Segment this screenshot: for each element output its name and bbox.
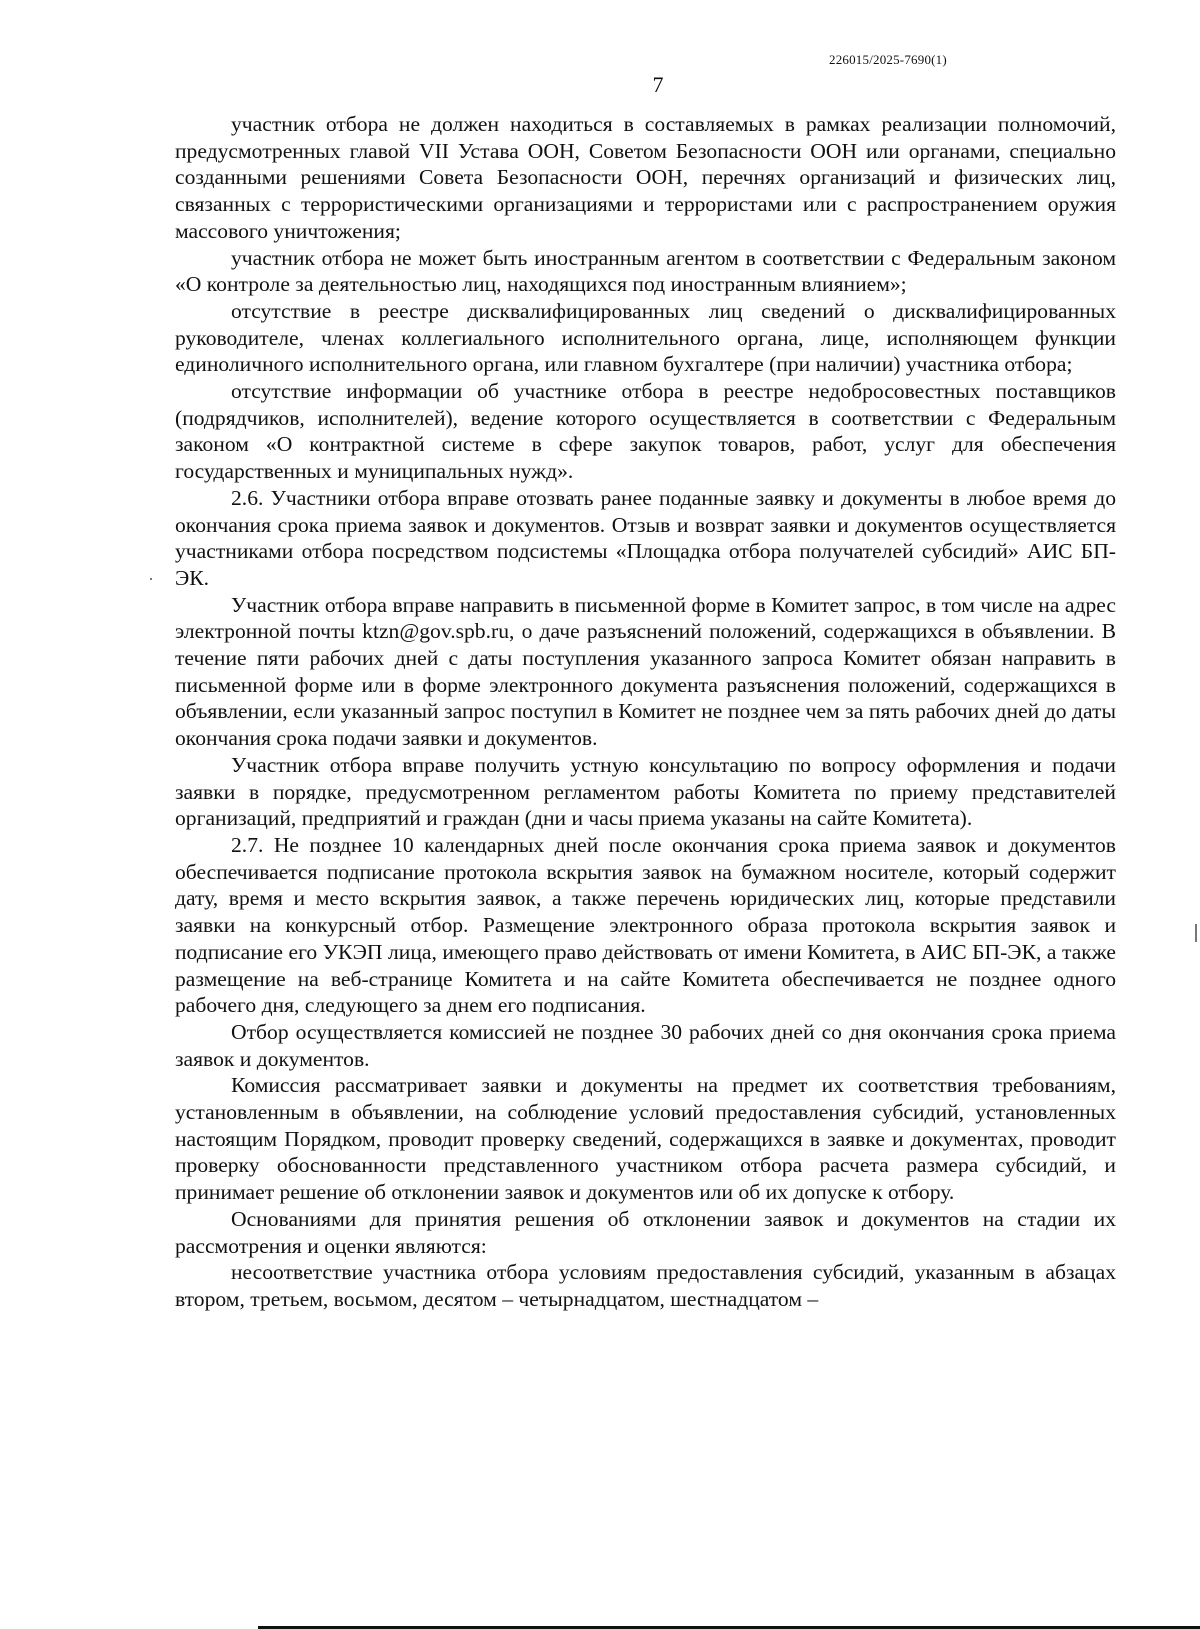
document-id: 226015/2025-7690(1) [829,52,947,67]
document-body [175,111,1116,1313]
paragraph: Отбор осуществляется комиссией не позднее 30 рабочих дней со дня окончания срока приема заявок и документов. [175,1019,1116,1071]
page-number: 7 [652,72,664,97]
scan-artifact [1195,924,1197,942]
scan-artifact [150,578,152,580]
paragraph: Участник отбора вправе направить в письменной форме в Комитет запрос, в том числе на адрес электронной почты ktzn@gov.spb.ru, о даче разъяснений положений, содержащихся в объявлении. В течение пяти рабочих дней с даты поступления указанного запроса Комитет обязан направить в письменной форме или в форме электронного документа разъяснения положений, содержащихся в объявлении, если указанный запрос поступил в Комитет не позднее чем за пять рабочих дней до даты окончания срока подачи заявки и документов. [175,592,1116,751]
paragraph: отсутствие информации об участнике отбора в реестре недобросовестных поставщиков (подрядчиков, исполнителей), ведение которого осуществляется в соответствии с Федеральным законом «О контрактной системе в сфере закупок товаров, работ, услуг для обеспечения государственных и муниципальных нужд». [175,379,1116,484]
paragraph: несоответствие участника отбора условиям предоставления субсидий, указанным в абзацах втором, третьем, восьмом, десятом – четырнадцатом, шестнадцатом – [175,1260,1116,1311]
paragraph: 2.6. Участники отбора вправе отозвать ранее поданные заявку и документы в любое время до окончания срока приема заявок и документов. Отзыв и возврат заявки и документов осуществляется участниками отбора посредством подсистемы «Площадка отбора получателей субсидий» АИС БП-ЭК. [175,485,1116,590]
paragraph: 2.7. Не позднее 10 календарных дней после окончания срока приема заявок и документов обеспечивается подписание протокола вскрытия заявок на бумажном носителе, который содержит дату, время и место вскрытия заявок, а также перечень юридических лиц, которые представили заявки на конкурсный отбор. Размещение электронного образа протокола вскрытия заявок и подписание его УКЭП лица, имеющего право действовать от имени Комитета, в АИС БП-ЭК, а также размещение на веб-странице Комитета и на сайте Комитета обеспечивается не позднее одного рабочего дня, следующего за днем его подписания. [175,832,1116,1018]
paragraph: участник отбора не должен находиться в составляемых в рамках реализации полномочий, предусмотренных главой VII Устава ООН, Советом Безопасности ООН или органами, специально созданными решениями Совета Безопасности ООН, перечнях организаций и физических лиц, связанных с террористическими организациями и террористами или с распространением оружия массового уничтожения; [175,112,1116,243]
paragraph: участник отбора не может быть иностранным агентом в соответствии с Федеральным законом «О контроле за деятельностью лиц, находящихся под иностранным влиянием»; [175,245,1116,297]
paragraph: Комиссия рассматривает заявки и документы на предмет их соответствия требованиям, установленным в объявлении, на соблюдение условий предоставления субсидий, установленных настоящим Порядком, проводит проверку сведений, содержащихся в заявке и документах, проводит проверку обоснованности представленного участником отбора расчета размера субсидий, и принимает решение об отклонении заявок и документов или об их допуске к отбору. [175,1073,1116,1205]
paragraph: отсутствие в реестре дисквалифицированных лиц сведений о дисквалифицированных руководителе, членах коллегиального исполнительного органа, лице, исполняющем функции единоличного исполнительного органа, или главном бухгалтере (при наличии) участника отбора; [175,298,1116,377]
paragraph: Основаниями для принятия решения об отклонении заявок и документов на стадии их рассмотрения и оценки являются: [175,1206,1116,1258]
paragraph: Участник отбора вправе получить устную консультацию по вопросу оформления и подачи заявки в порядке, предусмотренном регламентом работы Комитета по приему представителей организаций, предприятий и граждан (дни и часы приема указаны на сайте Комитета). [175,752,1116,831]
